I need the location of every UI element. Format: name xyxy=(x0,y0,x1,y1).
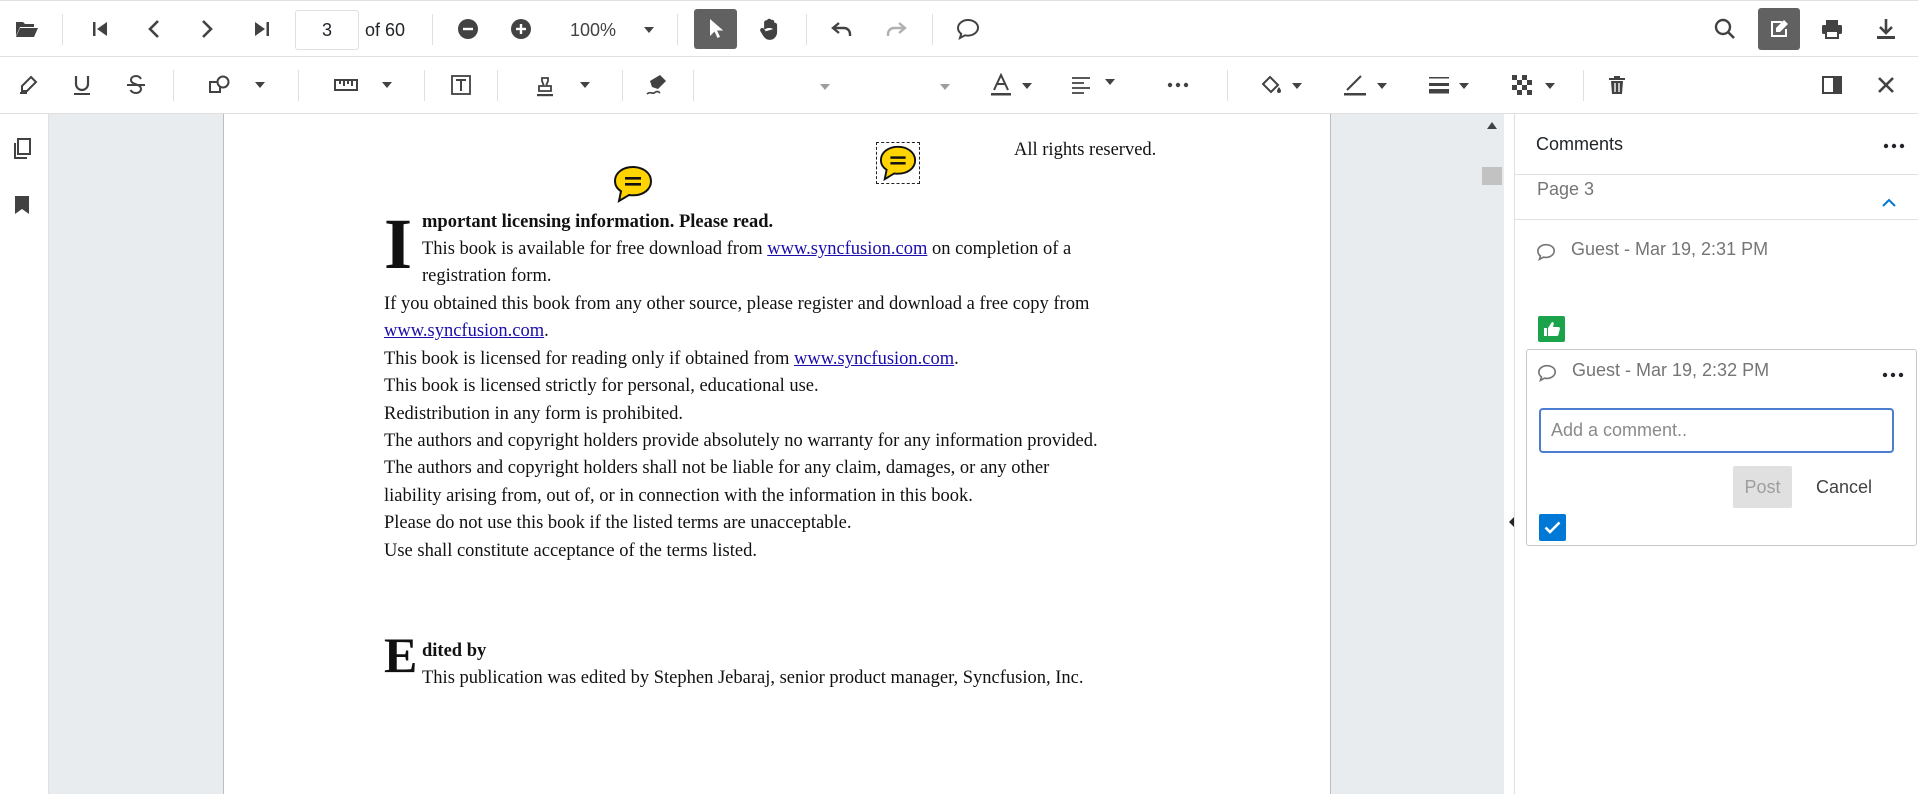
selected-sticky-note-annotation[interactable] xyxy=(876,142,920,184)
comments-panel-header xyxy=(1515,114,1918,175)
license-heading: mportant licensing information. Please read. xyxy=(422,212,774,232)
line-thickness-chevron-down-icon[interactable] xyxy=(1459,83,1469,89)
vertical-scrollbar[interactable] xyxy=(1474,114,1504,794)
comment-thread-item[interactable] xyxy=(1515,233,1918,313)
speech-bubble-icon xyxy=(1537,364,1557,382)
license-drop-cap: I xyxy=(384,204,413,284)
delete-annotation-button[interactable] xyxy=(1599,67,1635,103)
signature-button[interactable] xyxy=(639,67,675,103)
cancel-comment-button[interactable]: Cancel xyxy=(1808,466,1880,508)
line-thickness-button[interactable] xyxy=(1421,67,1457,103)
print-button[interactable] xyxy=(1814,11,1850,47)
main-toolbar xyxy=(0,0,1918,57)
license-line: Please do not use this book if the listed terms are unacceptable. xyxy=(384,513,852,533)
license-line: The authors and copyright holders provide absolutely no warranty for any information provided. xyxy=(384,431,1098,451)
copy-pages-icon xyxy=(12,138,32,160)
stamp-icon xyxy=(535,76,555,98)
highlight-button[interactable] xyxy=(10,67,46,103)
zoom-in-icon xyxy=(510,18,532,40)
bookmarks-button[interactable] xyxy=(4,187,40,223)
toggle-panel-button[interactable] xyxy=(1814,67,1850,103)
post-comment-button[interactable]: Post xyxy=(1733,466,1792,508)
status-checkbox[interactable] xyxy=(1539,514,1566,541)
text-align-button[interactable] xyxy=(1063,67,1099,103)
panel-more-options-icon[interactable] xyxy=(1883,143,1905,149)
edited-heading: dited by xyxy=(422,641,487,661)
download-button[interactable] xyxy=(1868,11,1904,47)
edited-drop-cap: E xyxy=(384,627,418,683)
sticky-note-icon xyxy=(612,164,654,204)
page-group-header[interactable] xyxy=(1515,175,1918,220)
zoom-out-button[interactable] xyxy=(450,11,486,47)
selection-tool-button[interactable] xyxy=(694,9,737,49)
pdf-page xyxy=(223,114,1331,794)
left-navigation-rail xyxy=(0,114,49,794)
license-line: This book is licensed for reading only if obtained from www.syncfusion.com. xyxy=(384,349,959,369)
license-line: www.syncfusion.com. xyxy=(384,321,549,341)
license-line: This book is licensed strictly for personal, educational use. xyxy=(384,376,819,396)
zoom-out-icon xyxy=(457,18,479,40)
text-box-icon xyxy=(451,75,471,95)
opacity-button[interactable] xyxy=(1504,67,1540,103)
zoom-dropdown[interactable]: 100% xyxy=(570,20,617,40)
first-page-icon xyxy=(91,20,109,38)
scrollbar-thumb[interactable] xyxy=(1482,167,1502,185)
page-number-input[interactable] xyxy=(295,10,359,50)
measure-button[interactable] xyxy=(328,67,364,103)
stroke-color-chevron-down-icon[interactable] xyxy=(1377,83,1387,89)
shape-button[interactable] xyxy=(202,67,238,103)
speech-bubble-icon xyxy=(1536,243,1556,261)
font-size-chevron-down-icon[interactable] xyxy=(940,84,950,90)
comments-panel xyxy=(1514,114,1918,794)
cursor-icon xyxy=(708,18,724,40)
strikethrough-icon xyxy=(126,74,146,96)
license-line: If you obtained this book from any other source, please register and download a free copy from xyxy=(384,294,1090,314)
stroke-color-icon xyxy=(1343,73,1367,97)
active-comment-card[interactable] xyxy=(1526,349,1917,546)
speech-bubble-icon xyxy=(956,18,980,40)
next-page-button[interactable] xyxy=(189,11,225,47)
font-family-chevron-down-icon[interactable] xyxy=(820,84,830,90)
printer-icon xyxy=(1821,19,1843,39)
text-align-chevron-down-icon[interactable] xyxy=(1105,79,1115,85)
thumbs-up-status-icon[interactable] xyxy=(1538,316,1565,342)
check-icon xyxy=(1544,521,1561,534)
edited-line: This publication was edited by Stephen Jebaraj, senior product manager, Syncfusion, Inc. xyxy=(422,668,1084,688)
license-line: The authors and copyright holders shall not be liable for any claim, damages, or any other xyxy=(384,458,1050,478)
underline-button[interactable] xyxy=(64,67,100,103)
opacity-checker-icon xyxy=(1512,75,1532,95)
more-text-options-button[interactable] xyxy=(1160,67,1196,103)
line-thickness-icon xyxy=(1428,76,1450,94)
page-thumbnails-button[interactable] xyxy=(4,131,40,167)
annotation-toolbar xyxy=(0,57,1918,114)
syncfusion-link[interactable]: www.syncfusion.com xyxy=(767,239,928,259)
panel-right-icon xyxy=(1822,76,1842,94)
document-viewer[interactable] xyxy=(49,114,1504,794)
open-file-button[interactable] xyxy=(9,11,45,47)
previous-page-button[interactable] xyxy=(136,11,172,47)
free-text-button[interactable] xyxy=(443,67,479,103)
search-button[interactable] xyxy=(1707,11,1743,47)
comment-author-date: Guest - Mar 19, 2:31 PM xyxy=(1571,239,1769,259)
more-horizontal-icon xyxy=(1167,82,1189,88)
paint-bucket-icon xyxy=(1261,75,1283,95)
fill-color-chevron-down-icon[interactable] xyxy=(1292,83,1302,89)
zoom-chevron-down-icon[interactable] xyxy=(644,27,654,33)
syncfusion-link[interactable]: www.syncfusion.com xyxy=(384,321,545,341)
license-line: liability arising from, out of, or in connection with the information in this book. xyxy=(384,486,973,506)
comment-input[interactable] xyxy=(1539,408,1894,453)
search-icon xyxy=(1714,18,1736,40)
ruler-icon xyxy=(334,77,358,93)
align-left-icon xyxy=(1071,76,1091,94)
font-color-chevron-down-icon[interactable] xyxy=(1022,83,1032,89)
annotation-edit-button[interactable] xyxy=(1758,8,1800,50)
opacity-chevron-down-icon[interactable] xyxy=(1545,83,1555,89)
trash-icon xyxy=(1608,75,1626,95)
fill-color-button[interactable] xyxy=(1254,67,1290,103)
folder-open-icon xyxy=(15,19,39,39)
last-page-button[interactable] xyxy=(244,11,280,47)
hand-icon xyxy=(759,18,781,40)
undo-button[interactable] xyxy=(824,11,860,47)
comment-more-options-icon[interactable] xyxy=(1882,372,1904,378)
pen-signature-icon xyxy=(645,74,669,96)
add-comment-button[interactable] xyxy=(950,11,986,47)
undo-icon xyxy=(831,20,853,38)
stamp-chevron-down-icon[interactable] xyxy=(580,82,590,88)
bookmark-icon xyxy=(14,195,30,215)
sticky-note-icon xyxy=(878,144,918,182)
redo-icon xyxy=(885,20,907,38)
chevron-left-icon xyxy=(146,20,162,38)
font-color-icon xyxy=(990,73,1012,97)
redo-button[interactable] xyxy=(878,11,914,47)
stamp-button[interactable] xyxy=(510,63,606,109)
sticky-note-annotation[interactable] xyxy=(612,164,654,204)
measure-chevron-down-icon[interactable] xyxy=(382,82,392,88)
download-icon xyxy=(1876,18,1896,40)
underline-icon xyxy=(72,74,92,96)
pan-tool-button[interactable] xyxy=(752,11,788,47)
font-color-button[interactable] xyxy=(983,67,1019,103)
license-line: This book is available for free download from www.syncfusion.com on completion of a xyxy=(422,239,1072,259)
page-group-label: Page 3 xyxy=(1537,179,1595,199)
comment-author-date: Guest - Mar 19, 2:32 PM xyxy=(1572,360,1770,380)
license-line: Redistribution in any form is prohibited. xyxy=(384,404,684,424)
last-page-icon xyxy=(253,20,271,38)
syncfusion-link[interactable]: www.syncfusion.com xyxy=(794,349,955,369)
zoom-in-button[interactable] xyxy=(503,11,539,47)
chevron-up-icon[interactable] xyxy=(1882,198,1896,207)
comments-panel-title: Comments xyxy=(1536,134,1624,154)
page-count-label: of 60 xyxy=(365,20,406,40)
strikethrough-button[interactable] xyxy=(118,67,154,103)
chevron-right-icon xyxy=(199,20,215,38)
shape-chevron-down-icon[interactable] xyxy=(255,82,265,88)
first-page-button[interactable] xyxy=(82,11,118,47)
close-annotation-toolbar-button[interactable] xyxy=(1868,67,1904,103)
close-icon xyxy=(1877,76,1895,94)
shapes-icon xyxy=(209,75,231,95)
scroll-up-icon[interactable] xyxy=(1487,122,1497,129)
license-line: registration form. xyxy=(422,266,552,286)
page-header-text: All rights reserved. xyxy=(1014,140,1157,160)
license-line: Use shall constitute acceptance of the terms listed. xyxy=(384,541,757,561)
stroke-color-button[interactable] xyxy=(1337,67,1373,103)
highlighter-icon xyxy=(18,75,38,95)
edit-annotation-icon xyxy=(1768,18,1790,40)
